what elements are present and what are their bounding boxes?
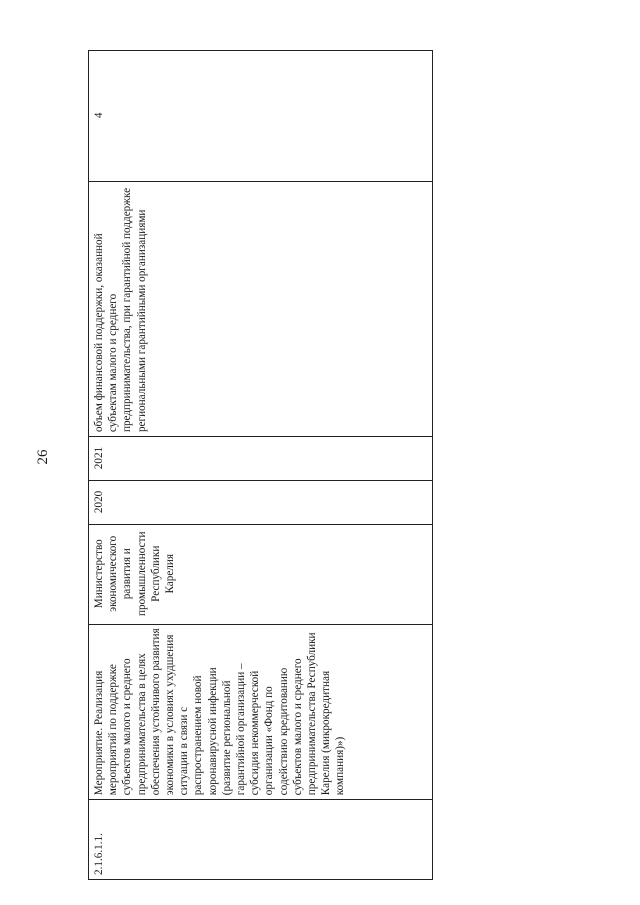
program-table-row — [88, 50, 433, 880]
year-end: 2021 — [89, 436, 432, 480]
indicator-value: 4 — [93, 112, 105, 119]
indicator-description: объем финансовой поддержки, оказанной субъектам малого и среднего предпринимательства, при гарантийной поддержке региональными гарантийными организациями — [89, 181, 432, 436]
responsible-executor: Министерство экономического развития и промышленности Республики Карелия — [89, 524, 432, 624]
year-start: 2020 — [89, 480, 432, 524]
page-number: 26 — [35, 449, 51, 465]
table-wrapper — [88, 50, 433, 880]
event-description: Мероприятие. Реализация мероприятий по поддержке субъектов малого и среднего предпринимательства в целях обеспечения устойчивого развития экономики в условиях ухудшения ситуации в связи с распространением новой коронавирусной инфекции (развитие региональной гарантийной организации – субсидия некоммерческой организации «Фонд по содействию кредитованию субъектов малого и среднего предпринимательства Республики Карелия (микрокредитная компания)») — [89, 624, 432, 800]
row-number: 2.1.6.1.1. — [89, 799, 432, 879]
